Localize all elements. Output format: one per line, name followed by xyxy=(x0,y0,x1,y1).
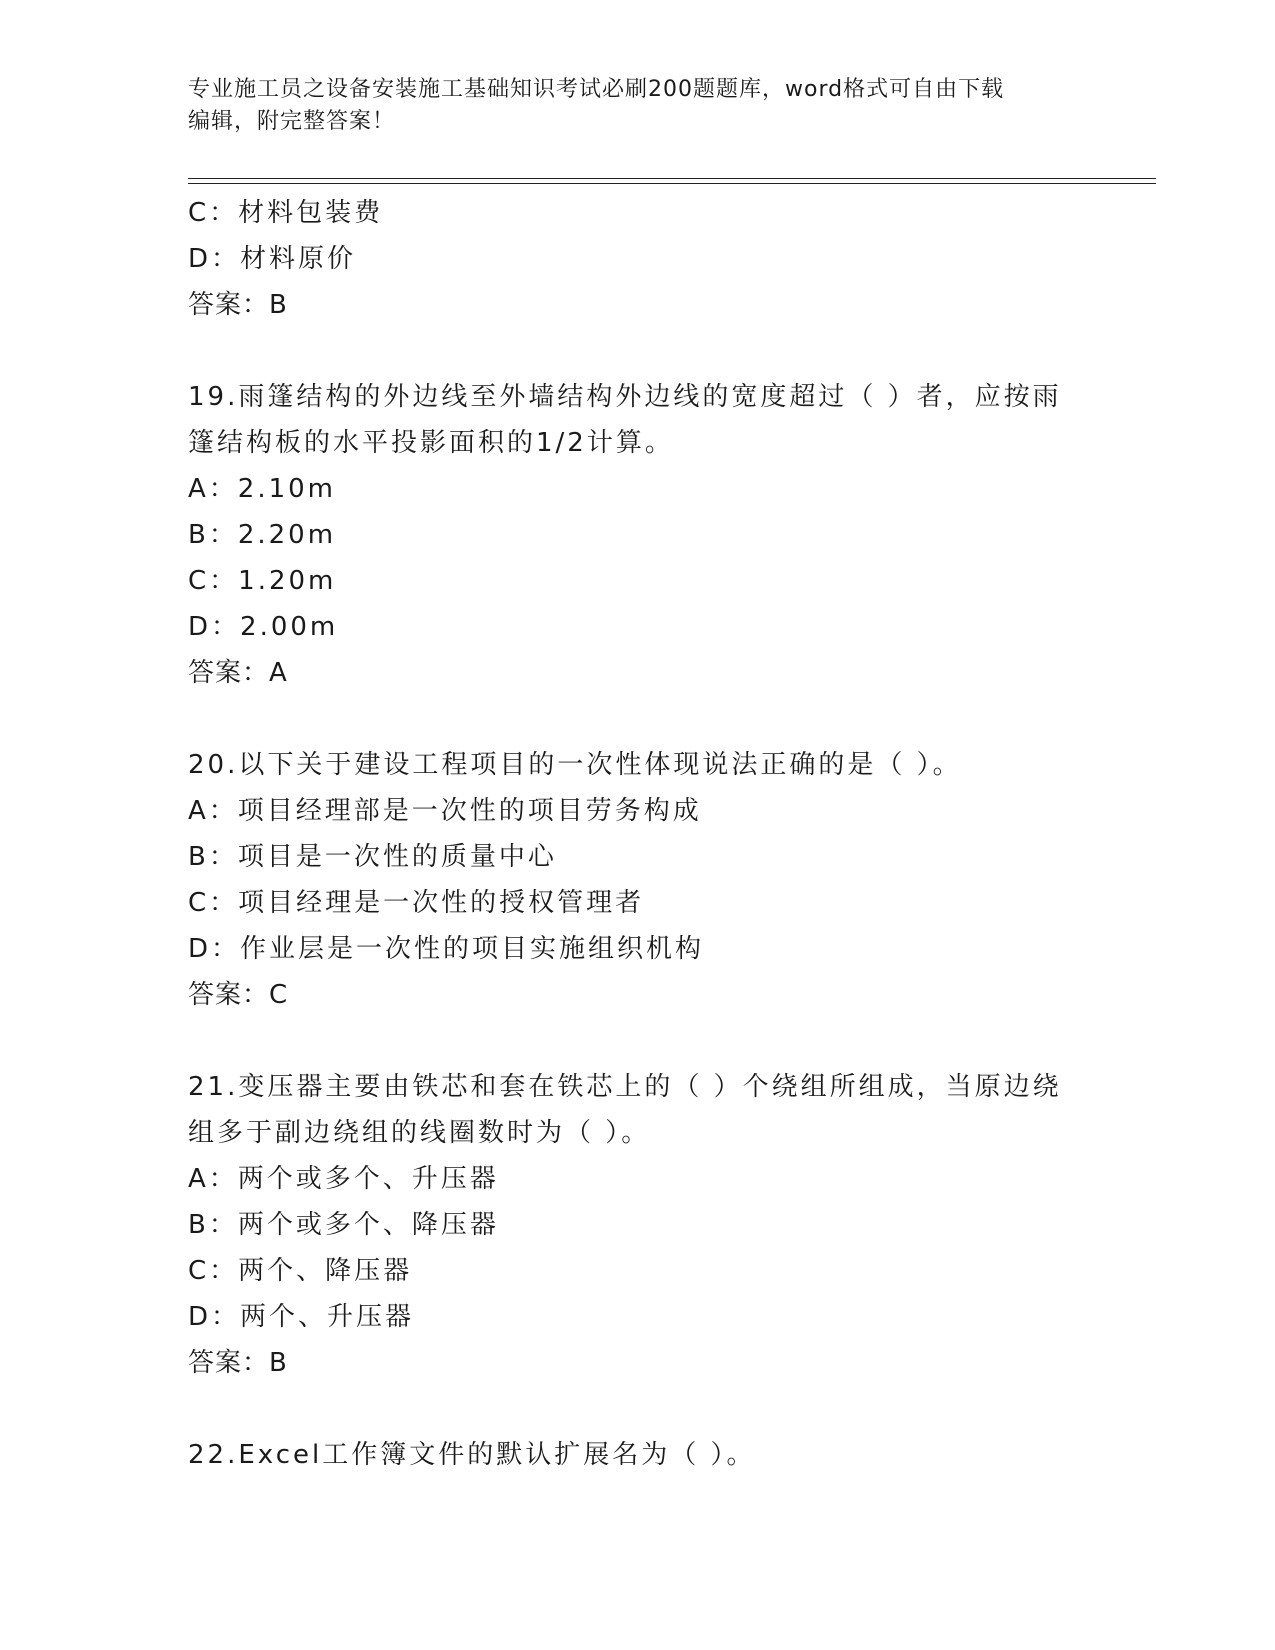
answer-line: 答案：A xyxy=(188,658,288,688)
spacer xyxy=(188,1386,1088,1432)
question-stem-line: 19.雨篷结构的外边线至外墙结构外边线的宽度超过（ ）者，应按雨 xyxy=(188,382,1062,412)
option-c: C：项目经理是一次性的授权管理者 xyxy=(188,888,645,918)
option-b: B：项目是一次性的质量中心 xyxy=(188,842,557,872)
option-d: D：2.00m xyxy=(188,612,339,642)
prev-question-block xyxy=(188,190,1088,328)
option-c: C：1.20m xyxy=(188,566,337,596)
document-header xyxy=(188,74,1088,138)
question-22 xyxy=(188,1432,1088,1478)
header-line-1: 专业施工员之设备安装施工基础知识考试必刷200题题库，word格式可自由下载 xyxy=(188,77,1005,102)
header-rule-bottom xyxy=(188,183,1156,184)
header-line-2: 编辑，附完整答案！ xyxy=(188,109,396,134)
question-stem-line: 20.以下关于建设工程项目的一次性体现说法正确的是（ ）。 xyxy=(188,750,962,780)
answer-line: 答案：B xyxy=(188,1348,288,1378)
option-b: B：两个或多个、降压器 xyxy=(188,1210,499,1240)
question-19 xyxy=(188,374,1088,696)
question-stem-line: 篷结构板的水平投影面积的1/2计算。 xyxy=(188,428,674,458)
question-20 xyxy=(188,742,1088,1018)
question-stem-line: 组多于副边绕组的线圈数时为（ ）。 xyxy=(188,1118,651,1148)
option-d: D：作业层是一次性的项目实施组织机构 xyxy=(188,934,705,964)
question-21 xyxy=(188,1064,1088,1386)
option-d: D：材料原价 xyxy=(188,244,357,274)
option-c: C：材料包装费 xyxy=(188,198,384,228)
question-stem-line: 22.Excel工作簿文件的默认扩展名为（ ）。 xyxy=(188,1440,756,1470)
option-c: C：两个、降压器 xyxy=(188,1256,413,1286)
answer-line: 答案：B xyxy=(188,290,288,320)
spacer xyxy=(188,1018,1088,1064)
question-content xyxy=(188,190,1088,1478)
option-d: D：两个、升压器 xyxy=(188,1302,415,1332)
question-stem-line: 21.变压器主要由铁芯和套在铁芯上的（ ）个绕组所组成，当原边绕 xyxy=(188,1072,1062,1102)
option-a: A：两个或多个、升压器 xyxy=(188,1164,499,1194)
option-b: B：2.20m xyxy=(188,520,337,550)
option-a: A：2.10m xyxy=(188,474,337,504)
spacer xyxy=(188,696,1088,742)
header-rule-top xyxy=(188,178,1156,179)
answer-line: 答案：C xyxy=(188,980,289,1010)
option-a: A：项目经理部是一次性的项目劳务构成 xyxy=(188,796,702,826)
spacer xyxy=(188,328,1088,374)
